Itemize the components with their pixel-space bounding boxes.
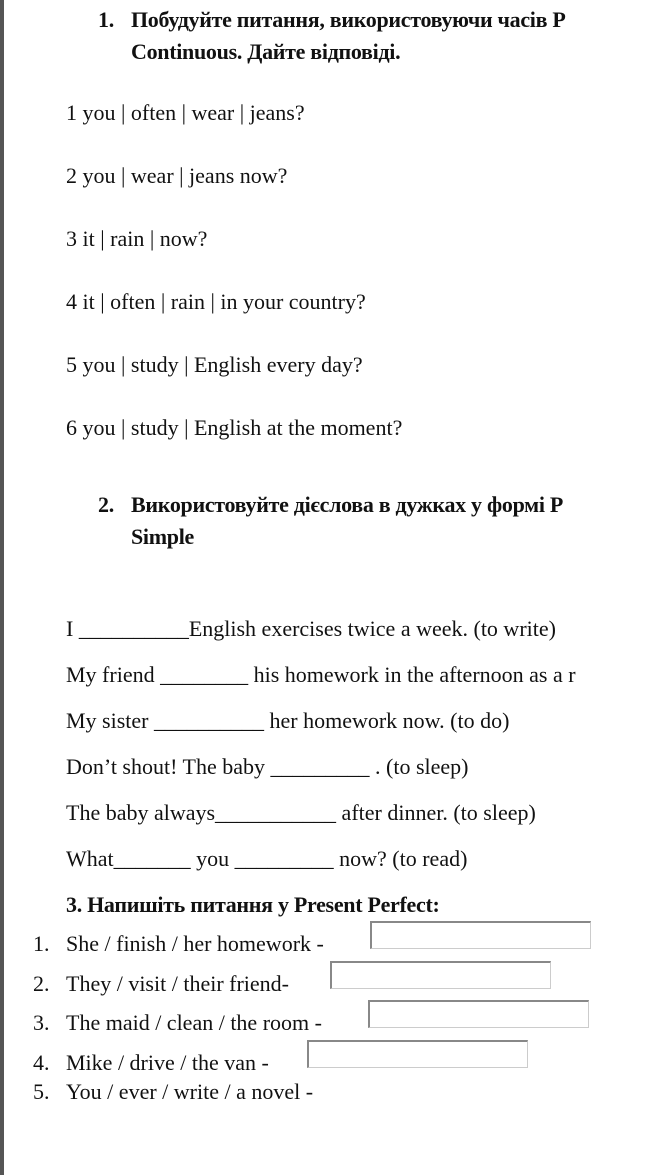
section1-heading-cont: Continuous. Дайте відповіді. <box>131 39 401 64</box>
left-border <box>0 0 4 1175</box>
section3-item: She / finish / her homework - <box>66 931 324 956</box>
section3-item-number: 4. <box>33 1050 50 1075</box>
section2-item: My sister __________ her homework now. (to do) <box>66 708 510 733</box>
section1-heading: Побудуйте питання, використовуючи часів P <box>131 7 566 32</box>
section3-item: The maid / clean / the room - <box>66 1010 322 1035</box>
section3-item-number: 3. <box>33 1010 50 1035</box>
section3-item: Mike / drive / the van - <box>66 1050 269 1075</box>
answer-input-2[interactable] <box>330 961 551 989</box>
section1-item: 3 it | rain | now? <box>66 226 208 251</box>
section3-item-number: 5. <box>33 1079 50 1104</box>
section2-item: My friend ________ his homework in the afternoon as a r <box>66 662 576 687</box>
section3-item: You / ever / write / a novel - <box>66 1079 314 1104</box>
section3-item-number: 1. <box>33 931 50 956</box>
section1-item: 2 you | wear | jeans now? <box>66 163 288 188</box>
section2-item: The baby always___________ after dinner. (to sleep) <box>66 800 536 825</box>
section2-item: I __________English exercises twice a week. (to write) <box>66 616 556 641</box>
section1-item: 6 you | study | English at the moment? <box>66 415 403 440</box>
answer-input-3[interactable] <box>368 1000 589 1028</box>
section2-item: Don’t shout! The baby _________ . (to sleep) <box>66 754 469 779</box>
section1-item: 4 it | often | rain | in your country? <box>66 289 366 314</box>
section2-heading-cont: Simple <box>131 524 194 549</box>
section2-heading: Використовуйте дієслова в дужках у формі P <box>131 492 564 517</box>
section2-number: 2. <box>98 492 114 517</box>
section3-heading: 3. Напишіть питання у Present Perfect: <box>66 892 440 917</box>
answer-input-1[interactable] <box>370 921 591 949</box>
section1-item: 1 you | often | wear | jeans? <box>66 100 305 125</box>
section1-item: 5 you | study | English every day? <box>66 352 363 377</box>
section1-number: 1. <box>98 7 114 32</box>
section2-item: What_______ you _________ now? (to read) <box>66 846 468 871</box>
section3-item: They / visit / their friend- <box>66 971 289 996</box>
section3-item-number: 2. <box>33 971 50 996</box>
answer-input-4[interactable] <box>307 1040 528 1068</box>
